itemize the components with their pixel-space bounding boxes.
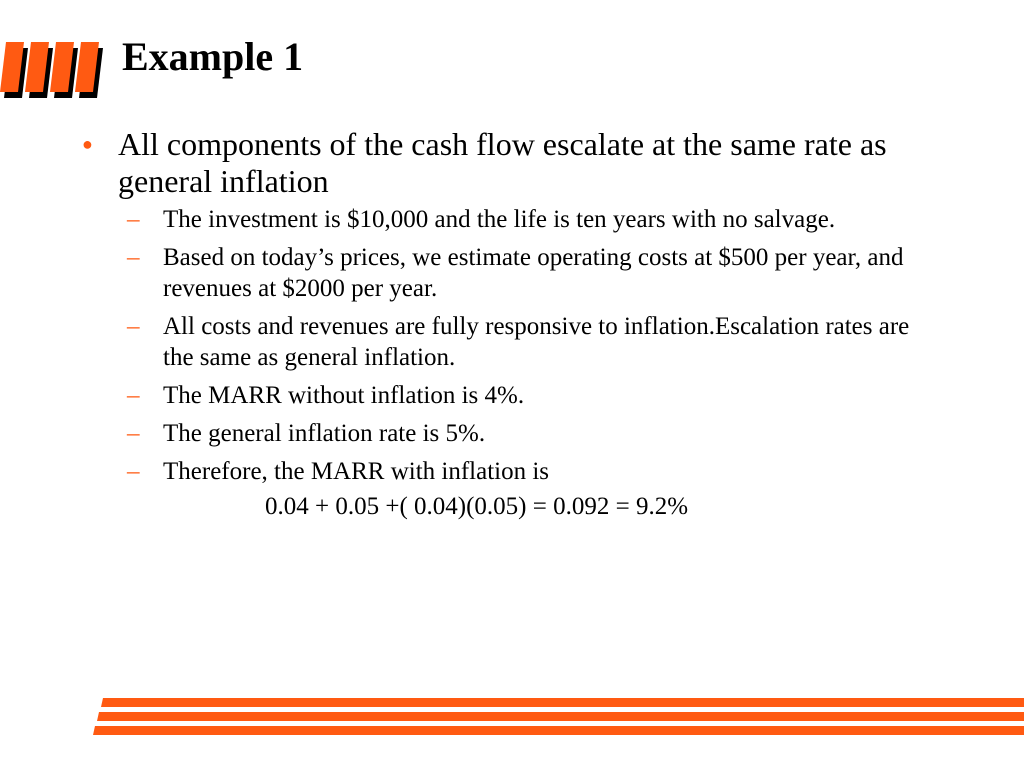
dash-icon: – xyxy=(127,206,140,233)
sub-bullet xyxy=(127,456,927,487)
marr-formula: 0.04 + 0.05 +( 0.04)(0.05) = 0.092 = 9.2% xyxy=(265,493,689,520)
sub-bullet-text: The investment is $10,000 and the life is ten years with no salvage. xyxy=(163,206,836,233)
bullet-dot-icon: ● xyxy=(82,134,93,154)
dash-icon: – xyxy=(127,244,140,271)
sub-bullet-list xyxy=(127,204,927,494)
sub-bullet xyxy=(127,311,927,373)
dash-icon: – xyxy=(127,382,140,409)
orange-bars-logo-icon xyxy=(0,40,110,100)
dash-icon: – xyxy=(127,420,140,447)
sub-bullet-text: Based on today’s prices, we estimate operating costs at $500 per year, and revenues at $2000 per year. xyxy=(163,244,904,302)
sub-bullet xyxy=(127,380,927,411)
sub-bullet-text: The MARR without inflation is 4%. xyxy=(163,382,525,409)
sub-bullet-text: The general inflation rate is 5%. xyxy=(163,420,486,447)
slide-title: Example 1 xyxy=(122,34,304,79)
sub-bullet-text: All costs and revenues are fully responsive to inflation.Escalation rates are the same as general inflation. xyxy=(163,313,910,371)
main-bullet xyxy=(82,126,982,200)
footer-stripes-icon xyxy=(0,698,1024,740)
sub-bullet xyxy=(127,418,927,449)
sub-bullet xyxy=(127,204,927,235)
dash-icon: – xyxy=(127,458,140,485)
sub-bullet-text: Therefore, the MARR with inflation is xyxy=(163,458,550,485)
main-bullet-text: All components of the cash flow escalate at the same rate as general inflation xyxy=(118,126,887,199)
dash-icon: – xyxy=(127,313,140,340)
sub-bullet xyxy=(127,242,927,304)
